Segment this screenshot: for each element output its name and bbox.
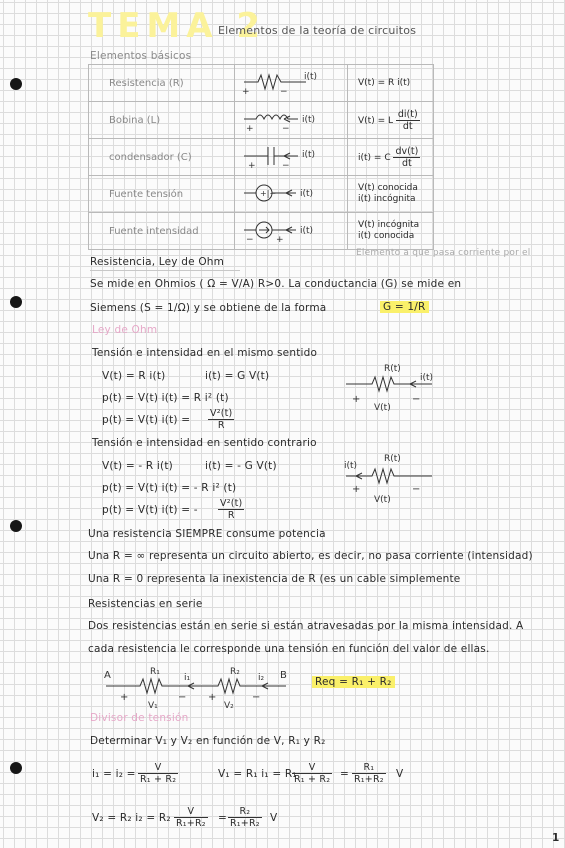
resistor-diagram-same	[344, 360, 464, 420]
svg-text:B: B	[280, 670, 287, 681]
tema-title: TEMA 2	[88, 6, 267, 46]
relation-line: V(t) conocida	[358, 183, 418, 193]
equation: p(t) = V(t) i(t) =	[102, 414, 191, 426]
side-note: Elemento a que pasa corriente por el	[356, 248, 531, 258]
element-name: Fuente intensidad	[89, 213, 235, 250]
svg-text:−: −	[282, 123, 290, 134]
svg-text:R₁: R₁	[150, 667, 160, 677]
relation-line: i(t) conocida	[358, 231, 415, 241]
svg-text:i₁: i₁	[184, 673, 191, 683]
fraction: $\frac{V}{\text{R₁ + R₂}}$	[140, 762, 177, 785]
equals-sign: =	[218, 812, 227, 824]
table-row	[89, 213, 434, 250]
series-paragraph-2: cada resistencia le corresponde una tensión en función del valor de ellas.	[88, 643, 490, 655]
coil-symbol	[235, 102, 348, 139]
equation: V(t) = - R i(t)	[102, 460, 173, 472]
fraction: $\frac{V}{\text{R₁ + R₂}}$	[294, 762, 331, 785]
svg-text:−: −	[282, 160, 290, 171]
element-name: Fuente tensión	[89, 176, 235, 213]
svg-text:A: A	[104, 670, 111, 681]
section-heading: Elementos básicos	[90, 50, 192, 62]
voltage-source-symbol	[235, 176, 348, 213]
equation: i(t) = G V(t)	[205, 370, 270, 382]
fraction: $\frac{\text{R₂}}{\text{R₁+R₂}}$	[230, 806, 260, 829]
svg-text:+: +	[120, 692, 129, 703]
binder-hole-1	[10, 78, 22, 90]
element-name: condensador (C)	[89, 139, 235, 176]
svg-text:V(t): V(t)	[374, 495, 391, 505]
element-relation	[348, 139, 434, 176]
resistor-diagram-opposite	[344, 450, 464, 510]
equation-tail: V	[270, 812, 278, 824]
series-title: Resistencias en serie	[88, 598, 203, 610]
determine-line: Determinar V₁ y V₂ en función de V, R₁ y R₂	[90, 735, 326, 747]
svg-text:+: +	[352, 484, 361, 495]
svg-text:V₂: V₂	[224, 701, 234, 711]
svg-text:+: +	[248, 160, 256, 171]
fraction: $\frac{dv(t)}{dt}$	[395, 145, 419, 169]
current-label: i(t)	[302, 149, 316, 160]
table-row	[89, 102, 434, 139]
capacitor-symbol	[235, 139, 348, 176]
resistor-symbol	[235, 65, 348, 102]
table-row	[89, 65, 434, 102]
svg-text:+|−: +|−	[260, 188, 277, 198]
svg-text:R(t): R(t)	[384, 454, 401, 464]
equation: p(t) = V(t) i(t) = -	[102, 504, 198, 516]
svg-text:R(t): R(t)	[384, 364, 401, 374]
fraction: $\frac{V}{\text{R₁+R₂}}$	[176, 806, 206, 829]
equation-tail: V	[396, 768, 404, 780]
equals-sign: =	[340, 768, 349, 780]
svg-text:−: −	[412, 394, 421, 405]
fraction: $\frac{\text{V²(t)}}{R}$	[220, 498, 243, 521]
ohm-paragraph-2: Siemens (S = 1/Ω) y se obtiene de la forma	[90, 302, 327, 314]
current-label: i(t)	[300, 225, 314, 236]
current-source-symbol	[235, 213, 348, 250]
binder-hole-4	[10, 762, 22, 774]
title-underline	[90, 270, 240, 271]
note-line: Una R = ∞ representa un circuito abierto, es decir, no pasa corriente (intensidad)	[88, 550, 533, 562]
page-number: 1	[552, 832, 560, 844]
ohm-title: Resistencia, Ley de Ohm	[90, 256, 225, 268]
fraction: $\frac{\text{V²(t)}}{R}$	[210, 408, 233, 431]
svg-text:−: −	[246, 234, 254, 245]
relation-prefix: V(t) = L	[358, 115, 393, 126]
svg-text:−: −	[280, 86, 288, 97]
svg-text:−: −	[412, 484, 421, 495]
svg-text:−: −	[178, 692, 187, 703]
table-row	[89, 176, 434, 213]
binder-hole-3	[10, 520, 22, 532]
opposite-direction-heading: Tensión e intensidad en sentido contrario	[92, 437, 317, 449]
equation: V₁ = R₁ i₁ = R₁	[218, 768, 297, 780]
element-name: Bobina (L)	[89, 102, 235, 139]
element-relation	[348, 102, 434, 139]
svg-text:i₂: i₂	[258, 673, 265, 683]
equation: p(t) = V(t) i(t) = R i² (t)	[102, 392, 229, 404]
table-row	[89, 139, 434, 176]
equation: i(t) = - G V(t)	[205, 460, 277, 472]
fraction: $\frac{di(t)}{dt}$	[397, 108, 418, 132]
element-name: Resistencia (R)	[89, 65, 235, 102]
svg-text:i(t): i(t)	[420, 373, 434, 383]
divisor-heading: Divisor de tensión	[90, 712, 189, 724]
equation: i₁ = i₂ =	[92, 768, 136, 780]
svg-text:+: +	[276, 234, 284, 245]
svg-text:V(t): V(t)	[374, 403, 391, 413]
svg-text:i(t): i(t)	[344, 461, 358, 471]
conductance-formula: G = 1/R	[380, 301, 429, 313]
equivalent-resistance: Req = R₁ + R₂	[312, 676, 395, 688]
equation: V₂ = R₂ i₂ = R₂	[92, 812, 171, 824]
current-label: i(t)	[304, 71, 318, 82]
current-label: i(t)	[302, 114, 316, 125]
svg-text:R₂: R₂	[230, 667, 240, 677]
note-line: Una resistencia SIEMPRE consume potencia	[88, 528, 326, 540]
svg-text:+: +	[208, 692, 217, 703]
element-relation	[348, 176, 434, 213]
svg-text:+: +	[242, 86, 250, 97]
svg-text:+: +	[352, 394, 361, 405]
ohm-paragraph-1: Se mide en Ohmios ( Ω = V/A) R>0. La conductancia (G) se mide en	[90, 278, 462, 290]
equation: V(t) = R i(t)	[102, 370, 166, 382]
relation-line: i(t) incógnita	[358, 194, 416, 204]
svg-text:V₁: V₁	[148, 701, 158, 711]
ohm-law-heading: Ley de Ohm	[92, 324, 158, 336]
elements-table	[88, 64, 434, 250]
svg-text:−: −	[252, 692, 261, 703]
series-circuit	[100, 664, 300, 718]
series-paragraph-1: Dos resistencias están en serie si están atravesadas por la misma intensidad. A	[88, 620, 524, 632]
current-label: i(t)	[300, 188, 314, 199]
relation-line: V(t) incógnita	[358, 220, 420, 230]
relation-prefix: i(t) = C	[358, 152, 391, 163]
fraction: $\frac{\text{R₁}}{\text{R₁+R₂}}$	[354, 762, 384, 785]
tema-subtitle: Elementos de la teoría de circuitos	[218, 24, 417, 37]
same-direction-heading: Tensión e intensidad en el mismo sentido	[92, 347, 318, 359]
equation: p(t) = V(t) i(t) = - R i² (t)	[102, 482, 237, 494]
note-line: Una R = 0 representa la inexistencia de R (es un cable simplemente	[88, 573, 461, 585]
element-relation: V(t) = R i(t)	[348, 65, 434, 102]
svg-text:+: +	[246, 123, 254, 134]
binder-hole-2	[10, 296, 22, 308]
element-relation	[348, 213, 434, 250]
